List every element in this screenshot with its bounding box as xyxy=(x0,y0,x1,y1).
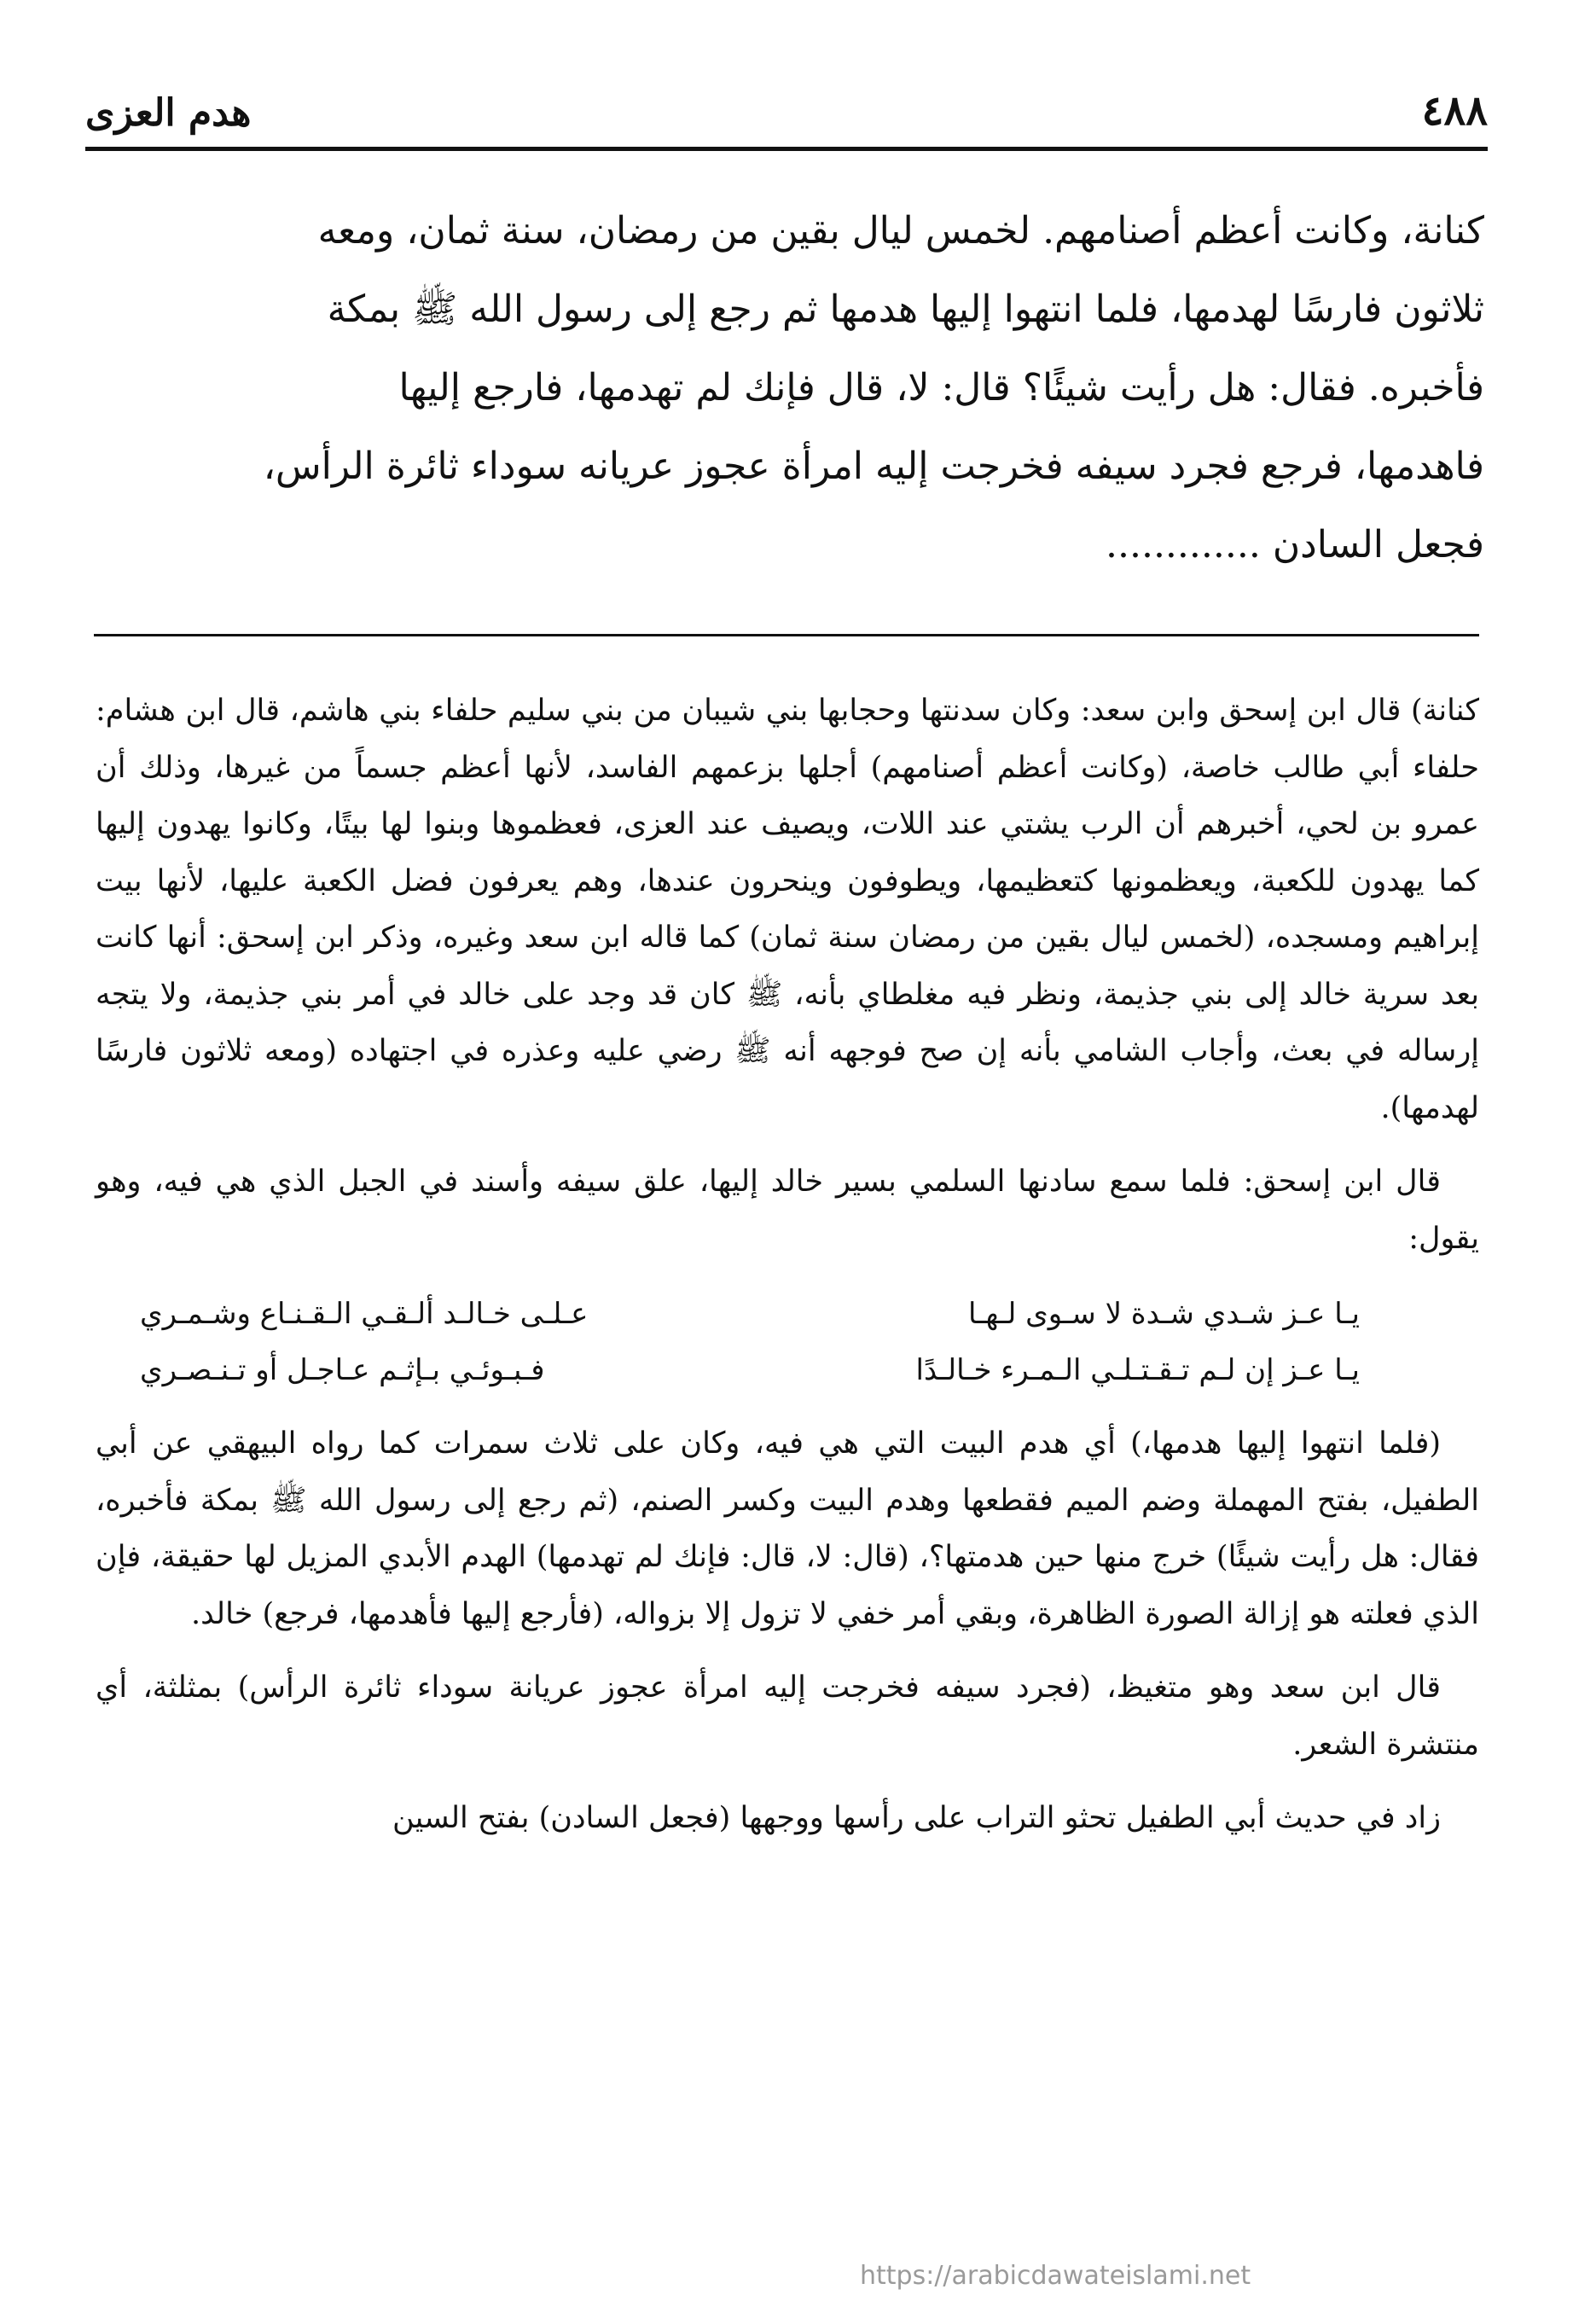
main-text-line: كنانة، وكانت أعظم أصنامهم. لخمس ليال بقين من رمضان، سنة ثمان، ومعه xyxy=(317,209,1484,253)
commentary-paragraph: زاد في حديث أبي الطفيل تحثو التراب على رأسها ووجهها (فجعل السادن) بفتح السين xyxy=(392,1801,1441,1835)
commentary xyxy=(96,683,1479,1847)
running-title: هدم العزى xyxy=(85,91,252,135)
main-text xyxy=(94,192,1484,584)
commentary-separator xyxy=(94,634,1479,636)
commentary-paragraph: قال ابن إسحق: فلما سمع سادنها السلمي بسير خالد إليها، علق سيفه وأسند في الجبل الذي هي فيه، وهو يقول: xyxy=(96,1165,1479,1256)
watermark-url: https://arabicdawateislami.net xyxy=(860,2261,1251,2291)
commentary-paragraph: قال ابن سعد وهو متغيظ، (فجرد سيفه فخرجت إليه امرأة عجوز عريانة سوداء ثائرة الرأس) بمثلثة، أي منتشرة الشعر. xyxy=(96,1670,1479,1762)
poem xyxy=(96,1286,1360,1398)
commentary-paragraph: (فلما انتهوا إليها هدمها،) أي هدم البيت التي هي فيه، وكان على ثلاث سمرات كما رواه البيهقي عن أبي الطفيل، بفتح المهملة وضم الميم فقطعها وهدم البيت وكسر الصنم، (ثم رجع إلى رسول الله ﷺ بمكة فأخبره، فقال: هل رأيت شيئًا) خرج منها حين هدمتها؟، (قال: لا، قال: فإنك لم تهدمها) الهدم الأبدي المزيل لها حقيقة، فإن الذي فعلته هو إزالة الصورة الظاهرة، وبقي أمر خفي لا تزول إلا بزواله، (فأرجع إليها فأهدمها، فرجع) خالد. xyxy=(96,1426,1479,1631)
commentary-paragraph: كنانة) قال ابن إسحق وابن سعد: وكان سدنتها وحجابها بني شيبان من بني سليم حلفاء بني هاشم، قال ابن هشام: حلفاء أبي طالب خاصة، (وكانت أعظم أصنامهم) أجلها بزعمهم الفاسد، لأنها أعظم جسماً من غيرها، وذلك أن عمرو بن لحي، أخبرهم أن الرب يشتي عند اللات، ويصيف عند العزى، فعظموها وبنوا لها بيتًا، وكانوا يهدون إليها كما يهدون للكعبة، ويعظمونها كتعظيمها، ويطوفون وينحرون عندها، وهم يعرفون فضل الكعبة عليها، لأنها بيت إبراهيم ومسجده، (لخمس ليال بقين من رمضان سنة ثمان) كما قاله ابن سعد وغيره، وذكر ابن إسحق: أنها كانت بعد سرية خالد إلى بني جذيمة، ونظر فيه مغلطاي بأنه، ﷺ كان قد وجد على خالد في أمر بني جذيمة، ولا يتجه إرساله في بعث، وأجاب الشامي بأنه إن صح فوجهه أنه ﷺ رضي عليه وعذره في اجتهاده (ومعه ثلاثون فارسًا لهدمها). xyxy=(96,694,1479,1125)
page-header xyxy=(85,78,1488,135)
main-text-last-words: فجعل السادن xyxy=(1272,523,1484,566)
main-text-line: فأخبره. فقال: هل رأيت شيئًا؟ قال: لا، قال فإنك لم تهدمها، فارجع إليها xyxy=(398,366,1484,410)
poem-hemistich-second: فـبـوئـي بـإثـم عـاجـل أو تـنـصـري xyxy=(140,1353,545,1387)
continuation-dots: ............. xyxy=(1106,523,1261,566)
main-text-line: فاهدمها، فرجع فجرد سيفه فخرجت إليه امرأة عجوز عريانه سوداء ثائرة الرأس، xyxy=(263,444,1484,488)
poem-hemistich-second: عـلـى خـالـد ألـقـي الـقـنـاع وشـمـري xyxy=(140,1297,589,1331)
main-text-line: ثلاثون فارسًا لهدمها، فلما انتهوا إليها هدمها ثم رجع إلى رسول الله ﷺ بمكة xyxy=(327,288,1484,331)
header-rule xyxy=(85,147,1488,151)
poem-verse xyxy=(140,1342,1360,1398)
main-text-line xyxy=(94,506,1484,584)
page-number: ٤٨٨ xyxy=(1421,87,1488,135)
poem-hemistich-first: يـا عـز إن لـم تـقـتـلـي الـمـرء خـالـدًا xyxy=(915,1353,1360,1387)
poem-hemistich-first: يـا عـز شـدي شـدة لا سـوى لـهـا xyxy=(968,1297,1360,1331)
poem-verse xyxy=(140,1286,1360,1342)
